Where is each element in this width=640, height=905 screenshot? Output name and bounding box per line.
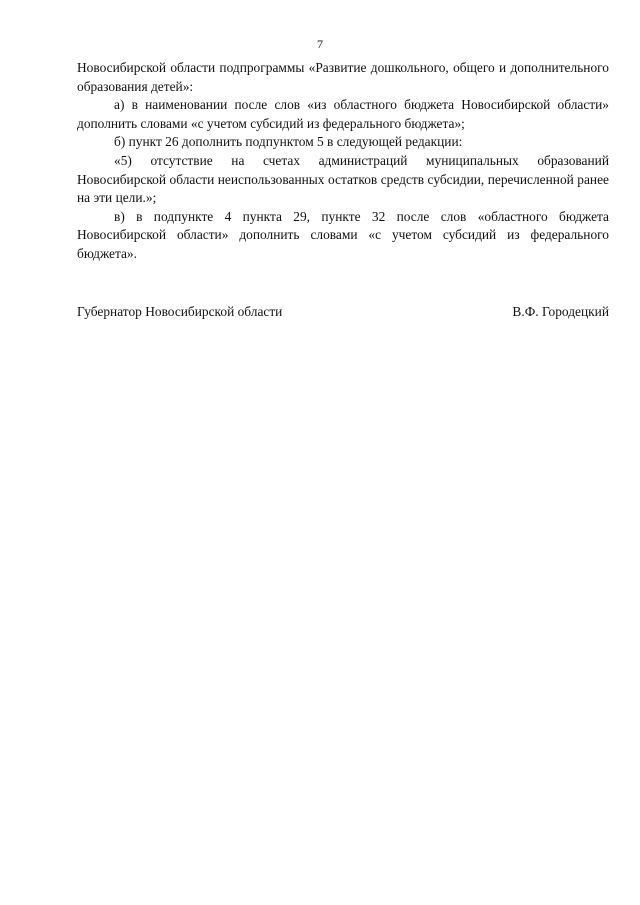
page-number: 7	[317, 37, 323, 51]
signature-block	[77, 303, 609, 322]
paragraph-item-b: б) пункт 26 дополнить подпунктом 5 в следующей редакции:	[114, 134, 463, 150]
paragraph-quote-5: «5) отсутствие на счетах администраций муниципальных образований Новосибирской области неиспользованных остатков средств субсидии, перечисленной ранее на эти цели.»;	[77, 152, 609, 206]
paragraph-item-a: а) в наименовании после слов «из областного бюджета Новосибирской области» дополнить словами «с учетом субсидий из федерального бюджета»;	[77, 97, 609, 131]
document-body	[77, 59, 609, 264]
signatory-position: Губернатор Новосибирской области	[77, 304, 283, 319]
paragraph-item-v: в) в подпункте 4 пункта 29, пункте 32 после слов «областного бюджета Новосибирской области» дополнить словами «с учетом субсидий из федерального бюджета».	[77, 208, 609, 261]
paragraph-continuation: Новосибирской области подпрограммы «Развитие дошкольного, общего и дополнительного образования детей»:	[77, 60, 609, 94]
signatory-name: В.Ф. Городецкий	[512, 304, 609, 319]
